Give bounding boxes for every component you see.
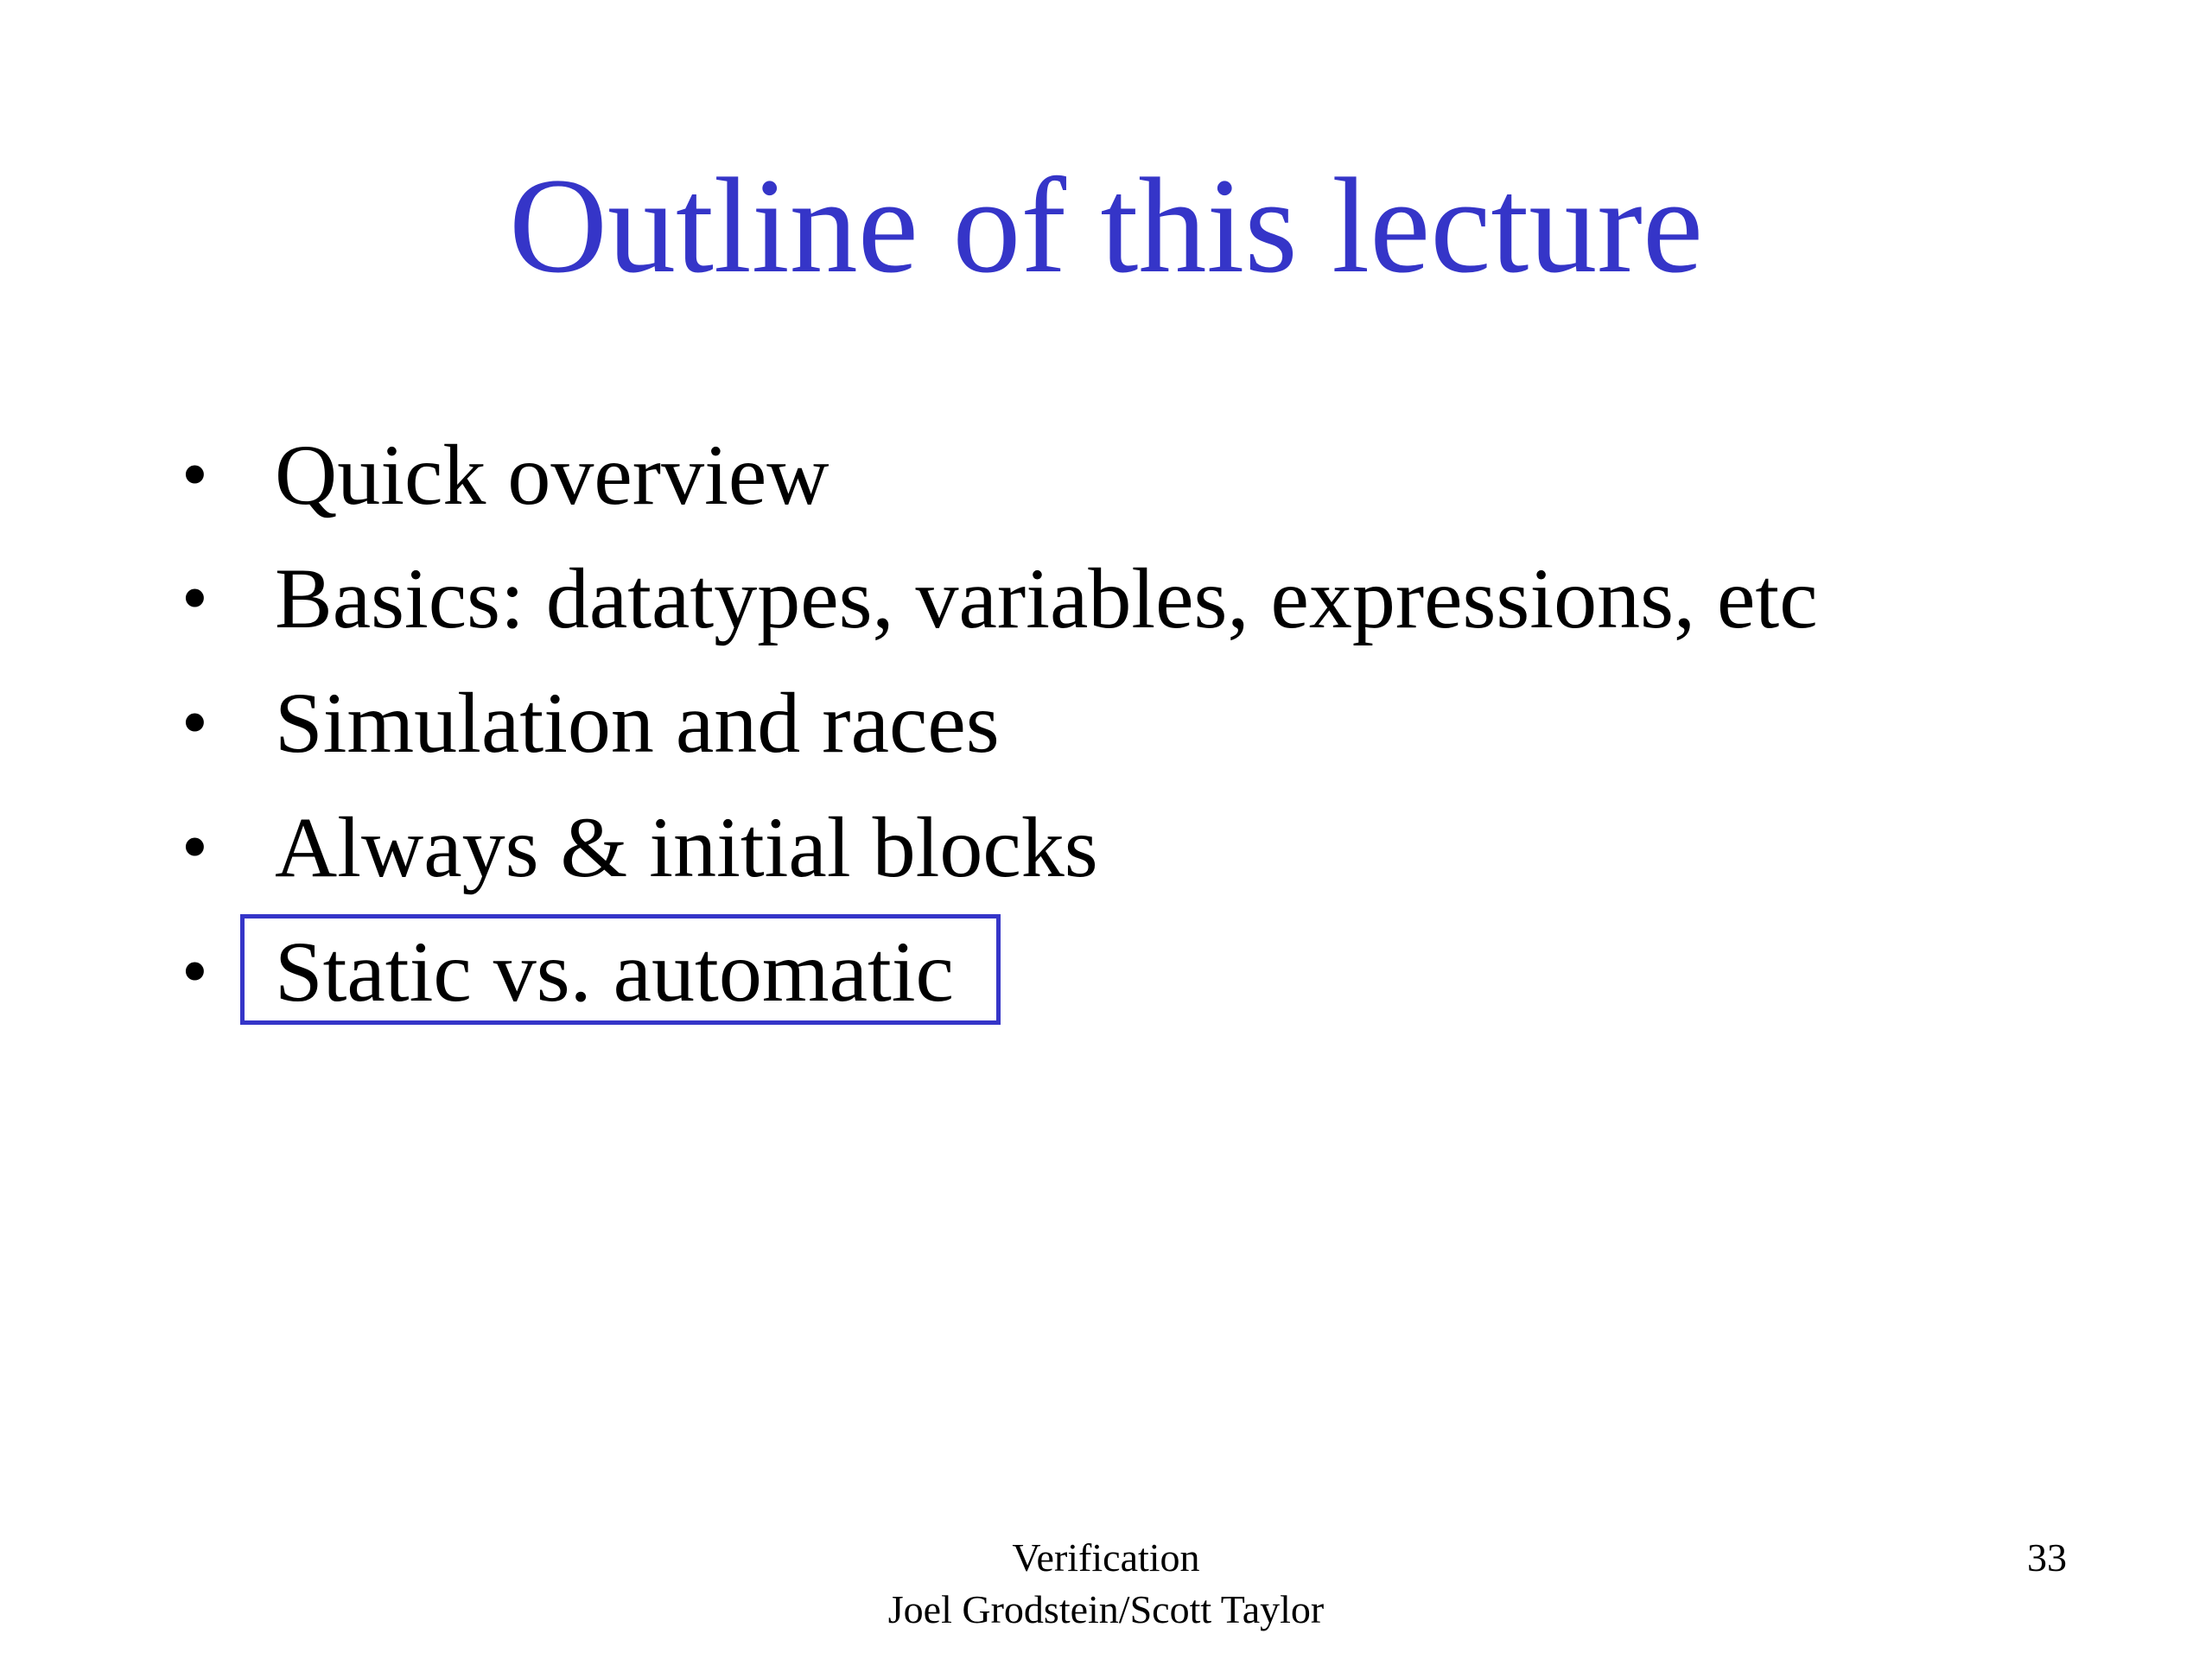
current-topic-highlight-box	[240, 914, 1001, 1025]
bullet-item	[181, 667, 1910, 779]
bullet-item	[181, 543, 1910, 655]
footer-course-name: Verification	[1012, 1535, 1200, 1580]
bullet-text: Quick overview	[275, 427, 830, 523]
bullet-text: Static vs. automatic	[275, 924, 954, 1020]
footer-authors: Joel Grodstein/Scott Taylor	[887, 1587, 1325, 1631]
page-number: 33	[2027, 1535, 2067, 1580]
bullet-dot-icon: •	[181, 556, 208, 640]
bullet-dot-icon: •	[181, 433, 208, 517]
bullet-item	[181, 791, 1910, 904]
bullet-dot-icon: •	[181, 930, 208, 1014]
bullet-dot-icon: •	[181, 805, 208, 889]
bullet-text: Always & initial blocks	[275, 799, 1098, 895]
bullet-text: Simulation and races	[275, 675, 1000, 771]
slide-footer	[0, 1532, 2212, 1636]
bullet-item	[181, 419, 1910, 531]
bullet-text: Basics: datatypes, variables, expressions, etc	[275, 550, 1818, 646]
bullet-dot-icon: •	[181, 681, 208, 765]
slide-title: Outline of this lecture	[508, 150, 1704, 302]
